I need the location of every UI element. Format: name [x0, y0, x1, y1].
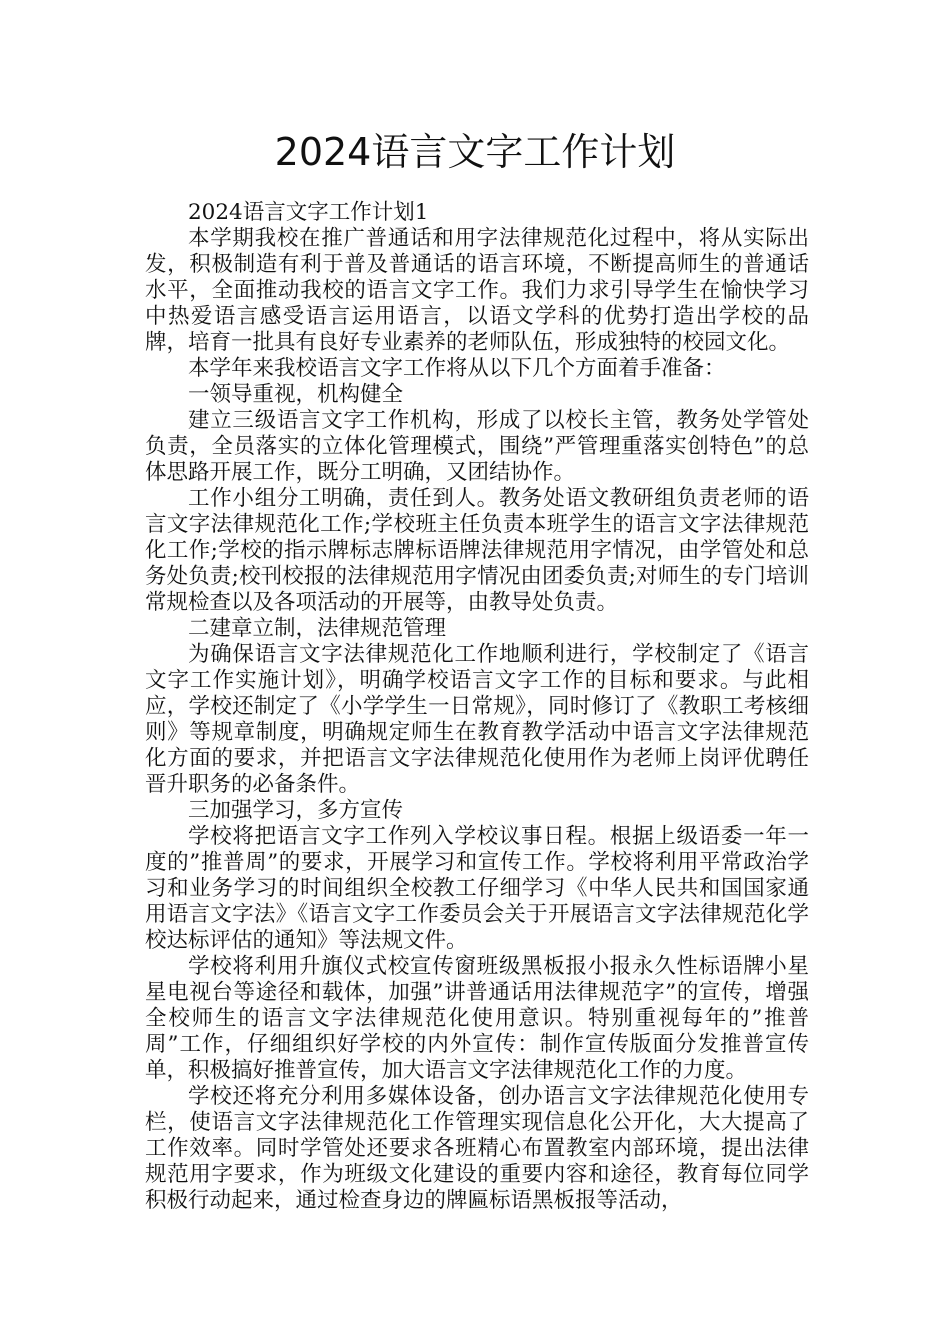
section-heading: 三加强学习，多方宣传 [188, 798, 404, 823]
paragraph-subtitle: 2024语言文字工作计划1 [188, 200, 429, 225]
paragraph: 学校将把语言文字工作列入学校议事日程。根据上级语委一年一度的”推普周”的要求，开展学习和宣传工作。学校将利用平常政治学习和业务学习的时间组织全校教工仔细学习《中华人民共和国国家通用语言文字法》《语言文字工作委员会关于开展语言文字法律规范化学校达标评估的通知》等法规文件。 [145, 824, 809, 953]
document-title: 2024语言文字工作计划 [274, 130, 676, 174]
paragraph: 本学期我校在推广普通话和用字法律规范化过程中，将从实际出发，积极制造有利于普及普通话的语言环境，不断提高师生的普通话水平，全面推动我校的语言文字工作。我们力求引导学生在愉快学习中热爱语言感受语言运用语言，以语文学科的优势打造出学校的品牌，培育一批具有良好专业素养的老师队伍，形成独特的校园文化。 [145, 226, 809, 355]
section-heading: 二建章立制，法律规范管理 [188, 616, 447, 641]
paragraph: 工作小组分工明确，责任到人。教务处语文教研组负责老师的语言文字法律规范化工作;学校班主任负责本班学生的语言文字法律规范化工作;学校的指示牌标志牌标语牌法律规范用字情况，由学管处和总务处负责;校刊校报的法律规范用字情况由团委负责;对师生的专门培训常规检查以及各项活动的开展等，由教导处负责。 [145, 486, 809, 615]
document-body [145, 200, 809, 1214]
paragraph: 本学年来我校语言文字工作将从以下几个方面着手准备： [188, 356, 726, 381]
paragraph: 学校将利用升旗仪式校宣传窗班级黑板报小报永久性标语牌小星星电视台等途径和载体，加强”讲普通话用法律规范字”的宣传，增强全校师生的语言文字法律规范化使用意识。特别重视每年的”推普周”工作，仔细组织好学校的内外宣传：制作宣传版面分发推普宣传单，积极搞好推普宣传，加大语言文字法律规范化工作的力度。 [145, 954, 809, 1083]
section-heading: 一领导重视，机构健全 [188, 382, 404, 407]
paragraph: 学校还将充分利用多媒体设备，创办语言文字法律规范化使用专栏，使语言文字法律规范化工作管理实现信息化公开化，大大提高了工作效率。同时学管处还要求各班精心布置教室内部环境，提出法律规范用字要求，作为班级文化建设的重要内容和途径，教育每位同学积极行动起来，通过检查身边的牌匾标语黑板报等活动， [145, 1084, 809, 1213]
paragraph: 建立三级语言文字工作机构，形成了以校长主管，教务处学管处负责，全员落实的立体化管理模式，围绕”严管理重落实创特色”的总体思路开展工作，既分工明确，又团结协作。 [145, 408, 809, 485]
paragraph: 为确保语言文字法律规范化工作地顺利进行，学校制定了《语言文字工作实施计划》，明确学校语言文字工作的目标和要求。与此相应，学校还制定了《小学学生一日常规》，同时修订了《教职工考核细则》等规章制度，明确规定师生在教育教学活动中语言文字法律规范化方面的要求，并把语言文字法律规范化使用作为老师上岗评优聘任晋升职务的必备条件。 [145, 642, 809, 797]
